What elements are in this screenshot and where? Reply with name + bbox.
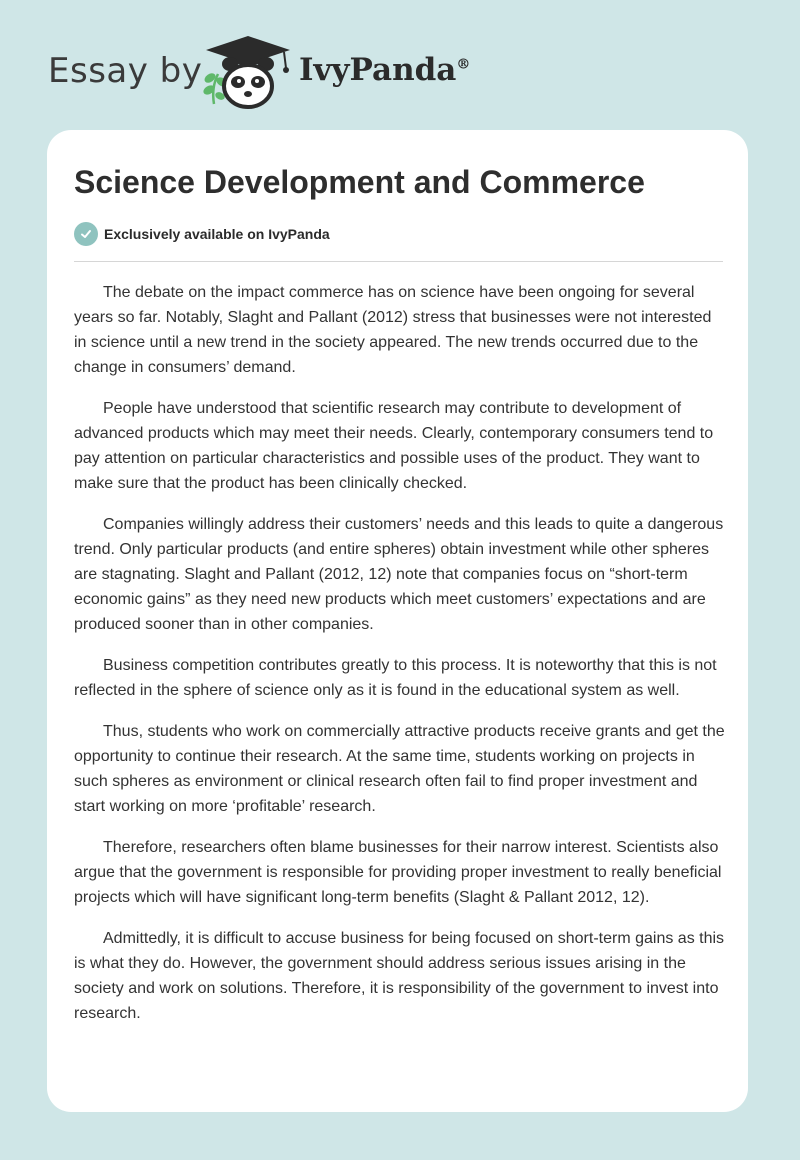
paragraph: Business competition contributes greatly to this process. It is noteworthy that this is not reflected in the sphere of science only as it is found in the educational system as well. bbox=[74, 657, 717, 699]
essay-body bbox=[74, 280, 726, 1042]
paragraph: Therefore, researchers often blame businesses for their narrow interest. Scientists also argue that the government is responsible for providing proper investment to really beneficial projects which will have significant long-term benefits (Slaght & Pallant 2012, 12). bbox=[74, 839, 722, 906]
paragraph: People have understood that scientific research may contribute to development of advanced products which may meet their needs. Clearly, contemporary consumers tend to pay attention on particular characteristics and possible uses of the product. They want to make sure that the product has been clinically checked. bbox=[74, 400, 714, 492]
brand-name[interactable] bbox=[299, 52, 470, 88]
panda-logo-icon[interactable] bbox=[200, 34, 296, 110]
site-header bbox=[0, 0, 800, 130]
paragraph: The debate on the impact commerce has on science have been ongoing for several years so far. Notably, Slaght and Pallant (2012) stress that businesses were not interested in science until a new trend in the society appeared. The new trends occurred due to the change in consumers’ demand. bbox=[74, 284, 712, 376]
paragraph: Thus, students who work on commercially attractive products receive grants and get the opportunity to continue their research. At the same time, students working on projects in such spheres as environment or clinical research often fail to find proper investment and start working on more ‘profitable’ research. bbox=[74, 723, 725, 815]
brand-prefix: Essay by bbox=[48, 51, 203, 91]
paragraph: Admittedly, it is difficult to accuse business for being focused on short-term gains as this is what they do. However, the government should address serious issues arising in the society and work on solutions. Therefore, it is responsibility of the government to invest into research. bbox=[74, 930, 725, 1022]
exclusive-badge bbox=[74, 222, 330, 246]
brand-name-text: IvyPanda bbox=[299, 52, 457, 88]
paragraph: Companies willingly address their customers’ needs and this leads to quite a dangerous trend. Only particular products (and entire spheres) obtain investment while other spheres are stagnating. Slaght and Pallant (2012, 12) note that companies focus on “short-term economic gains” as they need new products which meet customers’ expectations and are produced sooner than in other companies. bbox=[74, 516, 724, 633]
essay-card bbox=[47, 130, 748, 1112]
badge-label: Exclusively available on IvyPanda bbox=[104, 226, 330, 242]
check-circle-icon bbox=[74, 222, 98, 246]
registered-mark: ® bbox=[456, 56, 471, 73]
page-title: Science Development and Commerce bbox=[74, 164, 645, 200]
divider bbox=[74, 261, 723, 262]
